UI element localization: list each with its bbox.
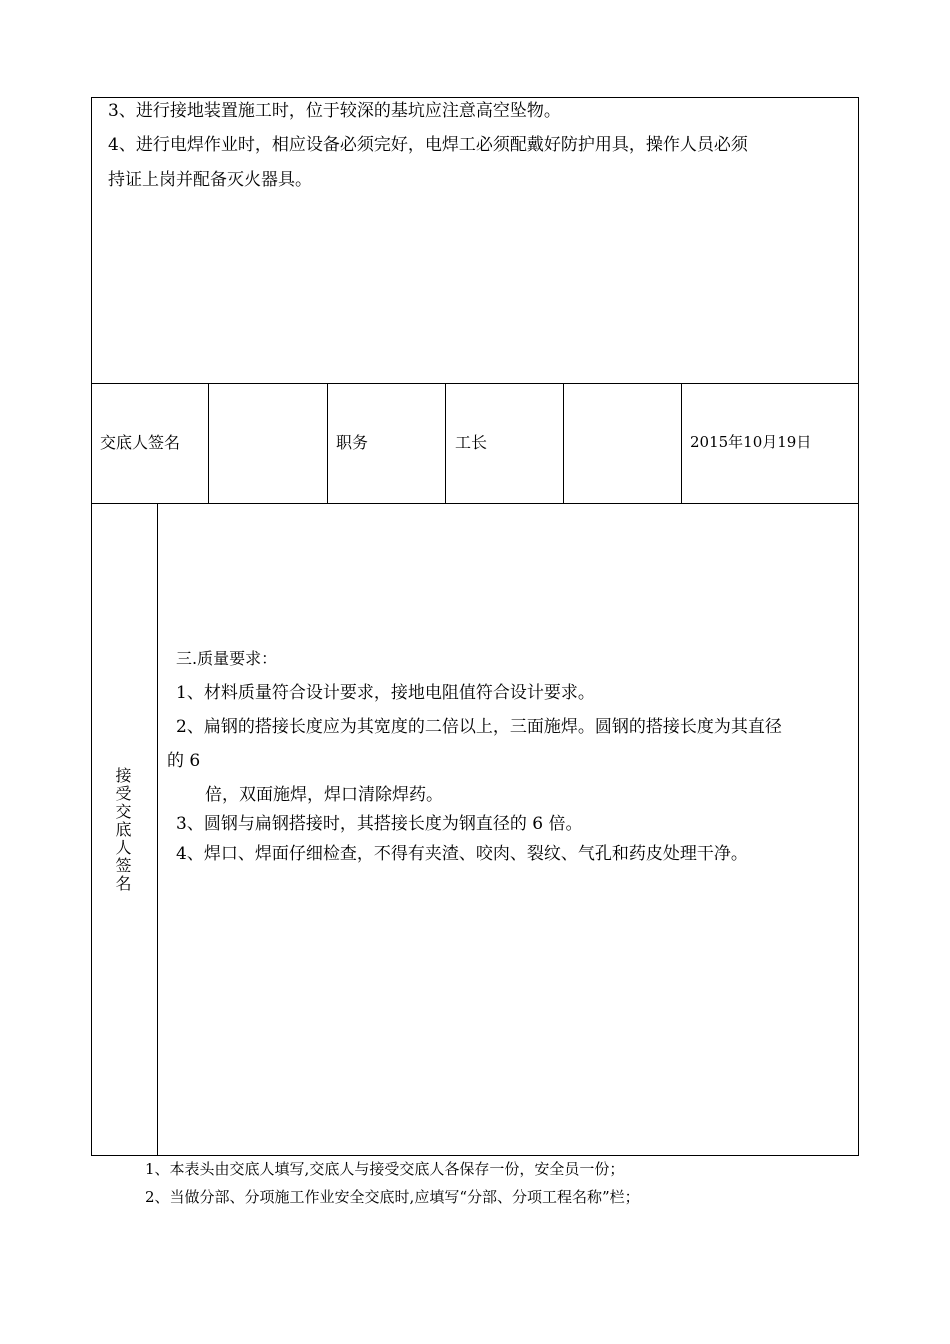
quality-heading: 三.质量要求： bbox=[176, 649, 278, 668]
footnote-1: 1、本表头由交底人填写,交底人与接受交底人各保存一份，安全员一份； bbox=[145, 1160, 625, 1178]
footnote-2: 2、当做分部、分项施工作业安全交底时,应填写“分部、分项工程名称”栏； bbox=[145, 1188, 640, 1206]
disclosure-table bbox=[91, 97, 859, 1156]
safety-item-3: 3、进行接地装置施工时，位于较深的基坑应注意高空坠物。 bbox=[108, 101, 561, 121]
col-divider-3 bbox=[445, 383, 446, 503]
position-label: 职务 bbox=[336, 433, 369, 452]
receiver-signature-label: 接受交底人签名 bbox=[113, 767, 132, 893]
col-divider-2 bbox=[327, 383, 328, 503]
safety-item-4-cont: 持证上岗并配备灭火器具。 bbox=[108, 170, 312, 190]
sign-date: 2015年10月19日 bbox=[690, 433, 812, 451]
safety-item-4: 4、进行电焊作业时，相应设备必须完好，电焊工必须配戴好防护用具，操作人员必须 bbox=[108, 135, 748, 155]
position-value: 工长 bbox=[455, 433, 488, 452]
col-divider-1 bbox=[208, 383, 209, 503]
row-divider-top bbox=[91, 383, 859, 384]
quality-item-1: 1、材料质量符合设计要求，接地电阻值符合设计要求。 bbox=[176, 683, 595, 703]
col-divider-5 bbox=[681, 383, 682, 503]
col-divider-4 bbox=[563, 383, 564, 503]
quality-item-4: 4、焊口、焊面仔细检查，不得有夹渣、咬肉、裂纹、气孔和药皮处理干净。 bbox=[176, 844, 748, 864]
receiver-col-divider bbox=[157, 503, 158, 1156]
quality-item-2: 2、扁钢的搭接长度应为其宽度的二倍以上，三面施焊。圆钢的搭接长度为其直径 bbox=[176, 717, 782, 737]
row-divider-middle bbox=[91, 503, 859, 504]
quality-item-3: 3、圆钢与扁钢搭接时，其搭接长度为钢直径的 6 倍。 bbox=[176, 814, 583, 834]
quality-item-2-cont-b: 倍，双面施焊，焊口清除焊药。 bbox=[205, 785, 443, 805]
quality-item-2-cont-a: 的 6 bbox=[167, 751, 201, 771]
discloser-signature-label: 交底人签名 bbox=[100, 433, 181, 452]
